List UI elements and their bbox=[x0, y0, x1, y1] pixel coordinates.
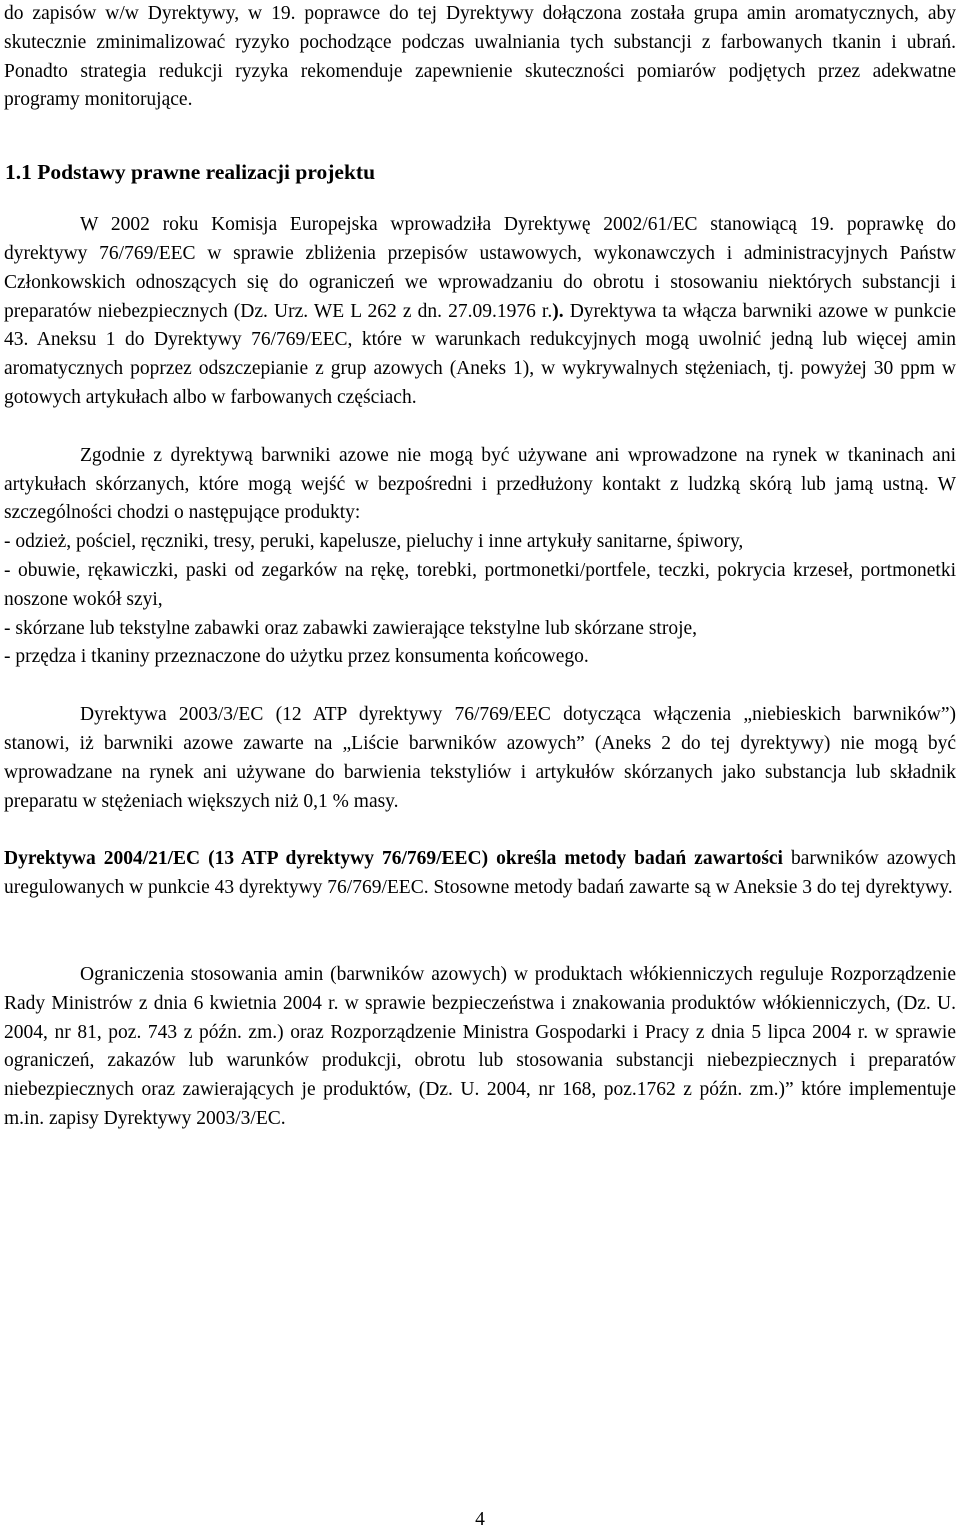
list-item: - skórzane lub tekstylne zabawki oraz zabawki zawierające tekstylne lub skórzane stroje, bbox=[4, 617, 698, 639]
paragraph-directive-2004 bbox=[4, 845, 956, 903]
paragraph-directive-2004-bold: Dyrektywa 2004/21/EC (13 ATP dyrektywy 76/769/EEC) określa metody badań zawartości bbox=[4, 848, 783, 870]
paragraph-directive-2002-text-b: Dyrektywa ta włącza barwniki azowe w punkcie 43. Aneksu 1 do Dyrektywy 76/769/EEC, które w warunkach redukcyjnych mogą uwolnić jedną lub więcej amin aromatycznych poprzez odszczepianie z grup azowych (Aneks 1), w wykrywalnych stężeniach, tj. powyżej 30 ppm w gotowych artykułach albo w farbowanych częściach. bbox=[4, 300, 956, 408]
paragraph-directive-2002-text-a: W 2002 roku Komisja Europejska wprowadziła Dyrektywę 2002/61/EC stanowiącą 19. poprawkę do dyrektywy 76/769/EEC w sprawie zbliżenia przepisów ustawowych, wykonawczych i administracyjnych Państw Członkowskich odnoszących się do ograniczeń we wprowadzaniu do obrotu i stosowaniu niektórych substancji i preparatów niebezpiecznych (Dz. Urz. WE L 262 z dn. 27.09.1976 r. bbox=[4, 214, 956, 322]
paragraph-directive-2002-bold: ). bbox=[552, 300, 564, 322]
product-list bbox=[4, 528, 956, 672]
list-item: - obuwie, rękawiczki, paski od zegarków na rękę, torebki, portmonetki/portfele, teczki, pokrycia krzeseł, portmonetki noszone wokół szyi, bbox=[4, 559, 956, 610]
paragraph-directive-2003: Dyrektywa 2003/3/EC (12 ATP dyrektywy 76/769/EEC dotycząca włączenia „niebieskich barwników”) stanowi, iż barwniki azowe zawarte na „Liście barwników azowych” (Aneks 2 do tej dyrektywy) nie mogą być wprowadzane na rynek ani używane do barwienia tekstyliów i artykułów skórzanych jako substancja lub składnik preparatu w stężeniach większych niż 0,1 % masy. bbox=[4, 704, 956, 812]
page-number: 4 bbox=[475, 1509, 485, 1530]
list-item: - odzież, pościel, ręczniki, tresy, peruki, kapelusze, pieluchy i inne artykuły sanitarne, śpiwory, bbox=[4, 531, 744, 553]
section-heading: 1.1 Podstawy prawne realizacji projektu bbox=[5, 160, 376, 185]
paragraph-polish-regulations: Ograniczenia stosowania amin (barwników azowych) w produktach włókienniczych reguluje Rozporządzenie Rady Ministrów z dnia 6 kwietnia 2004 r. w sprawie bezpieczeństwa i znakowania produktów włókienniczych, (Dz. U. 2004, nr 81, poz. 743 z późn. zm.) oraz Rozporządzenie Ministra Gospodarki i Pracy z dnia 5 lipca 2004 r. w sprawie ograniczeń, zakazów lub warunków produkcji, obrotu lub stosowania substancji niebezpiecznych i preparatów niebezpiecznych oraz zawierających je produktów, (Dz. U. 2004, nr 168, poz.1762 z późn. zm.)” które implementuje m.in. zapisy Dyrektywy 2003/3/EC. bbox=[4, 963, 956, 1129]
list-item: - przędza i tkaniny przeznaczone do użytku przez konsumenta końcowego. bbox=[4, 646, 589, 668]
document-page bbox=[4, 0, 956, 1134]
paragraph-directive-2004-text: barwników azowych uregulowanych w punkcie 43 dyrektywy 76/769/EEC. Stosowne metody badań zawarte są w Aneksie 3 do tej dyrektywy. bbox=[4, 848, 956, 899]
paragraph-azo-dyes-ban: Zgodnie z dyrektywą barwniki azowe nie mogą być używane ani wprowadzone na rynek w tkaninach ani artykułach skórzanych, które mogą wejść w bezpośredni i przedłużony kontakt z ludzką skórą lub jamą ustną. W szczególności chodzi o następujące produkty: bbox=[4, 444, 956, 524]
intro-paragraph: do zapisów w/w Dyrektywy, w 19. poprawce do tej Dyrektywy dołączona została grupa amin aromatycznych, aby skutecznie zminimalizować ryzyko pochodzące podczas uwalniania tych substancji z farbowanych tkanin i ubrań. Ponadto strategia redukcji ryzyka rekomenduje zapewnienie skuteczności pomiarów podjętych przez adekwatne programy monitorujące. bbox=[4, 3, 956, 111]
paragraph-directive-2002 bbox=[4, 211, 956, 413]
